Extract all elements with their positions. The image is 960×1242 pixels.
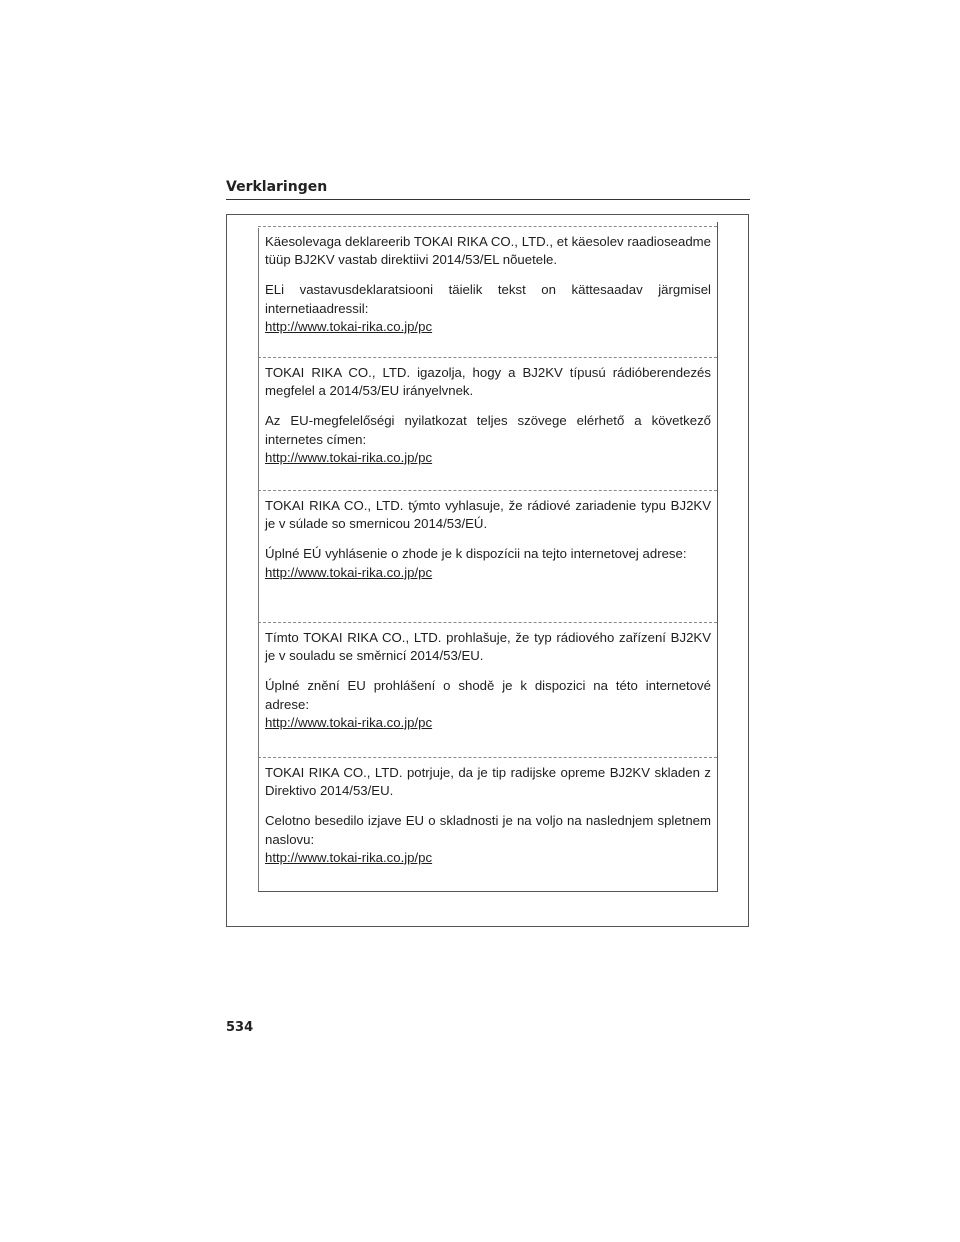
declaration-statement: Tímto TOKAI RIKA CO., LTD. prohlašuje, že typ rádiového zařízení BJ2KV je v souladu se směrnicí 2014/53/EU. xyxy=(265,630,711,664)
declaration-czech xyxy=(258,622,717,732)
declaration-availability: Úplné znění EU prohlášení o shodě je k dispozici na této internetové adrese: xyxy=(265,678,711,712)
declaration-url-link[interactable]: http://www.tokai-rika.co.jp/pc xyxy=(265,318,433,334)
declaration-slovak xyxy=(258,490,717,582)
declaration-url-link[interactable]: http://www.tokai-rika.co.jp/pc xyxy=(265,564,433,580)
declaration-availability: Celotno besedilo izjave EU o skladnosti je na voljo na naslednjem spletnem naslovu: xyxy=(265,813,711,847)
declaration-statement: TOKAI RIKA CO., LTD. potrjuje, da je tip radijske opreme BJ2KV skladen z Direktivo 2014/53/EU. xyxy=(265,765,711,799)
page-number: 534 xyxy=(226,1020,254,1035)
declaration-availability: ELi vastavusdeklaratsiooni täielik tekst on kättesaadav järgmisel internetiaadressil: xyxy=(265,282,711,316)
declaration-estonian xyxy=(258,226,717,336)
declaration-url-link[interactable]: http://www.tokai-rika.co.jp/pc xyxy=(265,449,433,465)
declaration-availability: Úplné EÚ vyhlásenie o zhode je k dispozícii na tejto internetovej adrese: xyxy=(265,546,687,562)
declaration-statement: Käesolevaga deklareerib TOKAI RIKA CO., LTD., et käesolev raadioseadme tüüp BJ2KV vastab direktiivi 2014/53/EL nõuetele. xyxy=(265,234,711,268)
declaration-scan xyxy=(258,222,718,892)
section-title: Verklaringen xyxy=(226,179,328,195)
declaration-url-link[interactable]: http://www.tokai-rika.co.jp/pc xyxy=(265,714,433,730)
declaration-statement: TOKAI RIKA CO., LTD. týmto vyhlasuje, že rádiové zariadenie typu BJ2KV je v súlade so smernicou 2014/53/EÚ. xyxy=(265,498,711,532)
declaration-slovenian xyxy=(258,757,717,867)
page-header xyxy=(226,178,750,200)
declaration-url-link[interactable]: http://www.tokai-rika.co.jp/pc xyxy=(265,849,433,865)
declaration-hungarian xyxy=(258,357,717,467)
declaration-availability: Az EU-megfelelőségi nyilatkozat teljes szövege elérhető a következő internetes címen: xyxy=(265,413,711,447)
declaration-statement: TOKAI RIKA CO., LTD. igazolja, hogy a BJ2KV típusú rádióberendezés megfelel a 2014/53/EU irányelvnek. xyxy=(265,365,711,399)
